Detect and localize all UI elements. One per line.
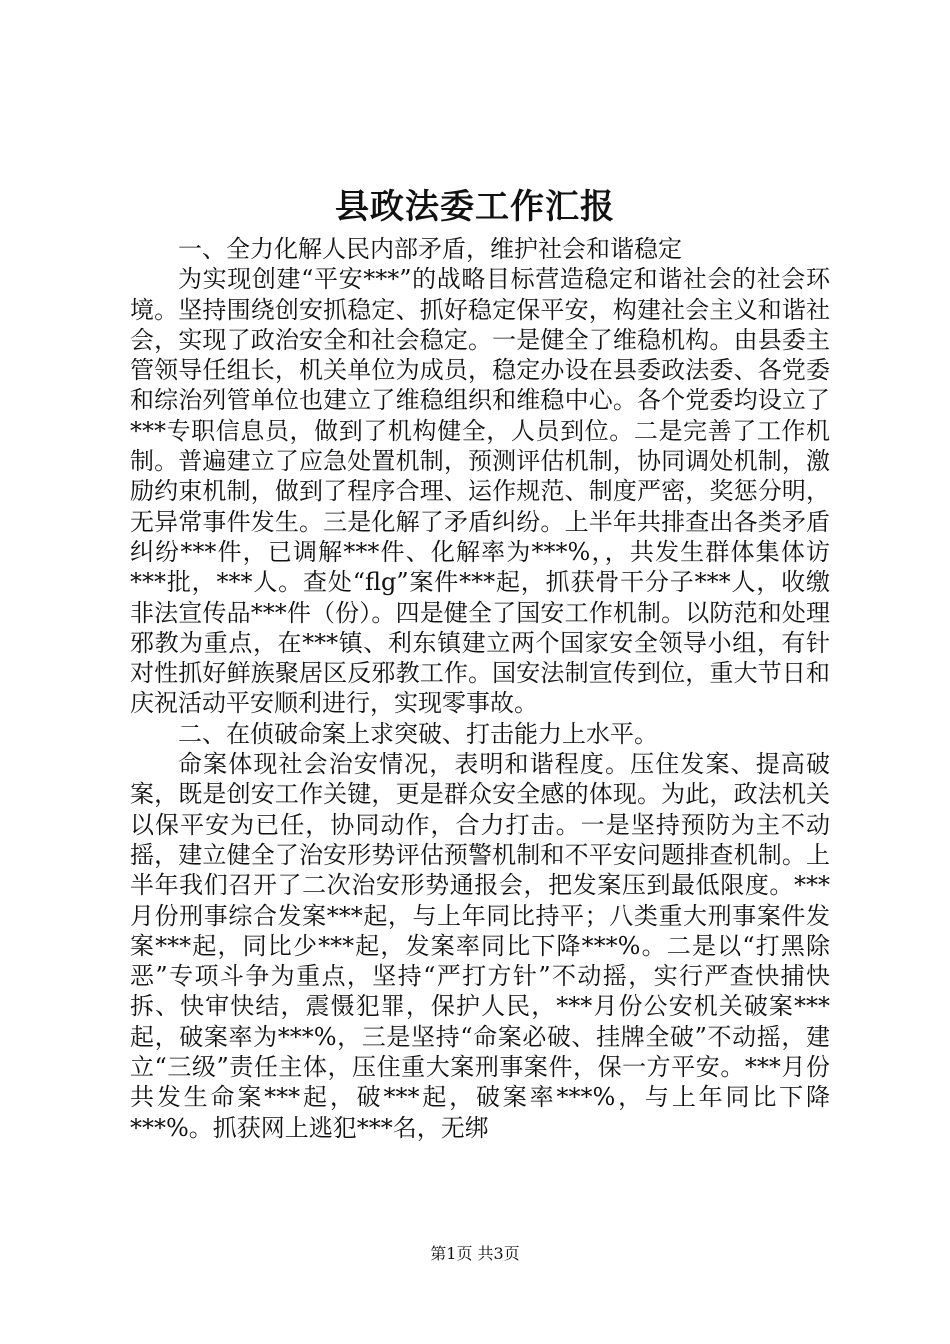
- document-title: 县政法委工作汇报: [335, 187, 615, 227]
- document-body: [130, 234, 830, 1143]
- section-heading-1: 一、全力化解人民内部矛盾，维护社会和谐稳定: [178, 235, 682, 263]
- page-footer: 第1页 共3页: [430, 1244, 520, 1263]
- paragraph-2: 命案体现社会治安情况，表明和谐程度。压住发案、提高破案，既是创安工作关键，更是群众安全感的体现。为此，政法机关以保平安为已任，协同动作，合力打击。一是坚持预防为主不动摇，建立健全了治安形势评估预警机制和不平安问题排查机制。上半年我们召开了二次治安形势通报会，把发案压到最低限度。***月份刑事综合发案***起，与上年同比持平；八类重大刑事案件发案***起，同比少***起，发案率同比下降***%。二是以“打黑除恶”专项斗争为重点，坚持“严打方针”不动摇，实行严查快捕快拆、快审快结，震慑犯罪，保护人民，***月份公安机关破案***起，破案率为***%，三是坚持“命案必破、挂牌全破”不动摇，建立“三级”责任主体，压住重大案刑事案件，保一方平安。***月份共发生命案***起，破***起，破案率***%，与上年同比下降***%。抓获网上逃犯***名，无绑: [130, 750, 830, 1142]
- paragraph-1: 为实现创建“平安***”的战略目标营造稳定和谐社会的社会环境。坚持围绕创安抓稳定、抓好稳定保平安，构建社会主义和谐社会，实现了政治安全和社会稳定。一是健全了维稳机构。由县委主管领导任组长，机关单位为成员，稳定办设在县委政法委、各党委和综治列管单位也建立了维稳组织和维稳中心。各个党委均设立了***专职信息员，做到了机构健全，人员到位。二是完善了工作机制。普遍建立了应急处置机制，预测评估机制，协同调处机制，激励约束机制，做到了程序合理、运作规范、制度严密，奖惩分明，无异常事件发生。三是化解了矛盾纠纷。上半年共排查出各类矛盾纠纷***件，已调解***件、化解率为***%，，共发生群体集体访***批，***人。查处“flg”案件***起，抓获骨干分子***人，收缴非法宣传品***件（份）。四是健全了国安工作机制。以防范和处理邪教为重点，在***镇、利东镇建立两个国家安全领导小组，有针对性抓好鲜族聚居区反邪教工作。国安法制宣传到位，重大节日和庆祝活动平安顺利进行，实现零事故。: [130, 265, 830, 718]
- section-heading-2: 二、在侦破命案上求突破、打击能力上水平。: [178, 719, 658, 748]
